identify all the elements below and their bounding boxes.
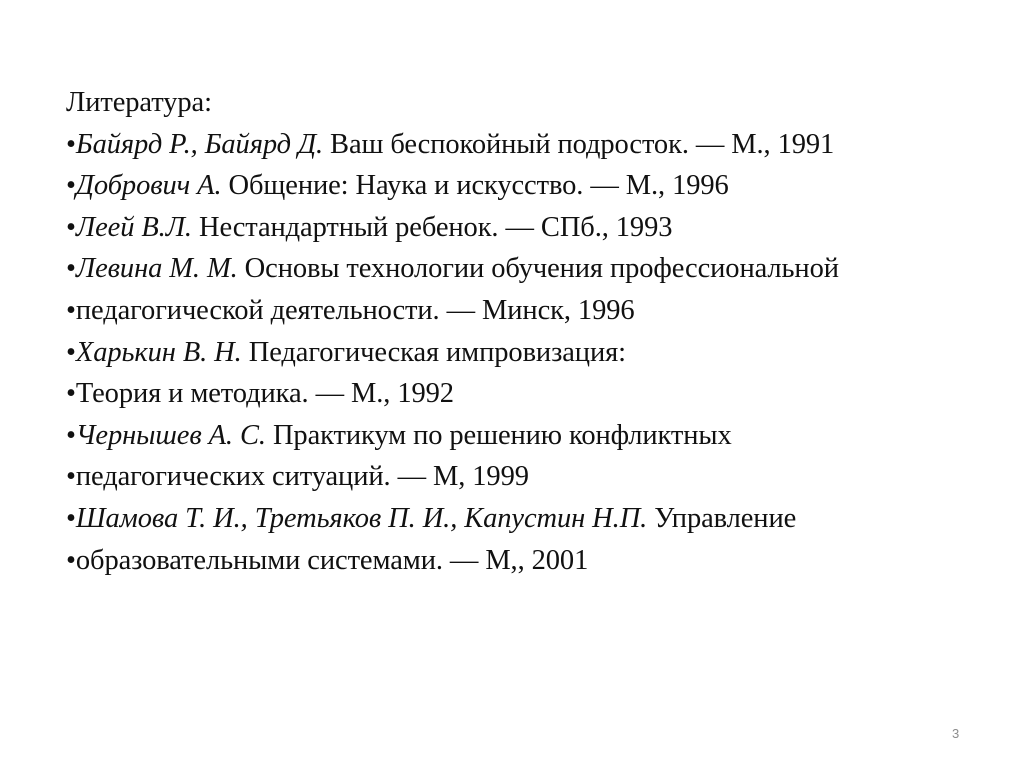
- reference-text: Педагогическая импровизация:: [241, 336, 626, 368]
- reference-text: Основы технологии обучения профессиональной: [237, 253, 839, 285]
- bullet: •: [66, 294, 76, 326]
- reference-text: Практикум по решению конфликтных: [265, 419, 732, 451]
- bullet: •: [66, 170, 76, 202]
- bullet: •: [66, 461, 76, 493]
- reference-line: [66, 290, 1016, 332]
- reference-text: Управление: [647, 502, 797, 534]
- reference-text: педагогической деятельности. — Минск, 1996: [75, 294, 635, 326]
- bullet: •: [66, 128, 76, 160]
- reference-line: [66, 165, 1016, 207]
- reference-author: Шамова Т. И., Третьяков П. И., Капустин Н.П.: [75, 502, 648, 534]
- reference-line: [66, 124, 1016, 166]
- reference-text: образовательными системами. — М,, 2001: [75, 544, 589, 576]
- reference-author: Харькин В. Н.: [75, 336, 242, 368]
- reference-line: [66, 415, 1016, 457]
- bibliography-content: [66, 82, 1016, 581]
- reference-author: Добрович А.: [75, 170, 222, 202]
- reference-author: Байярд Р., Байярд Д.: [75, 128, 324, 160]
- reference-author: Левина М. М.: [75, 253, 238, 285]
- reference-text: Нестандартный ребенок. — СПб., 1993: [191, 211, 673, 243]
- bullet: •: [66, 211, 76, 243]
- reference-text: Ваш беспокойный подросток. — М., 1991: [323, 128, 835, 160]
- bullet: •: [66, 419, 76, 451]
- reference-line: [66, 373, 1016, 415]
- reference-author: Чернышев А. С.: [75, 419, 266, 451]
- reference-text: Общение: Наука и искусство. — М., 1996: [221, 170, 729, 202]
- reference-line: [66, 456, 1016, 498]
- reference-author: Леей В.Л.: [75, 211, 192, 243]
- reference-line: [66, 207, 1016, 249]
- bullet: •: [66, 253, 76, 285]
- reference-line: [66, 248, 1016, 290]
- page-number: 3: [952, 726, 960, 741]
- bullet: •: [66, 336, 76, 368]
- bibliography-heading: Литература:: [66, 87, 212, 118]
- bullet: •: [66, 502, 76, 534]
- bullet: •: [66, 544, 76, 576]
- reference-line: [66, 498, 1016, 540]
- reference-text: педагогических ситуаций. — М, 1999: [75, 461, 529, 493]
- reference-line: [66, 332, 1016, 374]
- bullet: •: [66, 378, 76, 410]
- reference-line: [66, 540, 1016, 582]
- reference-text: Теория и методика. — М., 1992: [75, 378, 454, 410]
